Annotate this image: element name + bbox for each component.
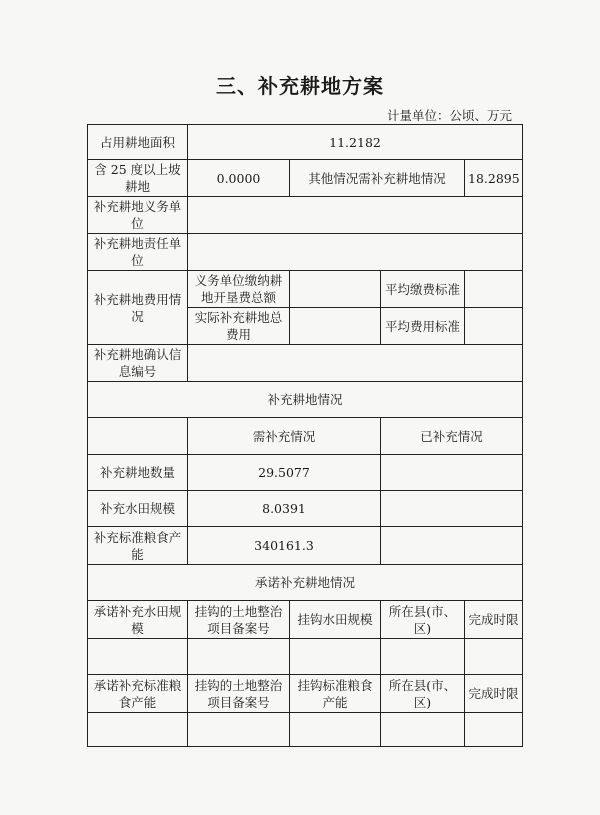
occupied-area-label: 占用耕地面积 bbox=[88, 125, 188, 160]
occupied-area-value: 11.2182 bbox=[188, 125, 523, 160]
table-row bbox=[88, 527, 523, 565]
slope-25-value: 0.0000 bbox=[188, 160, 290, 197]
done-header: 已补充情况 bbox=[381, 418, 523, 455]
supplement-item-done bbox=[381, 527, 523, 565]
paid-total-label: 义务单位缴纳耕地开垦费总额 bbox=[188, 271, 290, 308]
needed-header: 需补充情况 bbox=[188, 418, 381, 455]
paid-total-value bbox=[290, 271, 381, 308]
avg-cost-value bbox=[465, 308, 523, 345]
paddy-header-cell: 完成时限 bbox=[465, 601, 523, 639]
obligor-label: 补充耕地义务单位 bbox=[88, 197, 188, 234]
responsible-label: 补充耕地责任单位 bbox=[88, 234, 188, 271]
actual-cost-value bbox=[290, 308, 381, 345]
confirm-no-value bbox=[188, 345, 523, 382]
supplement-header-blank bbox=[88, 418, 188, 455]
paddy-header-cell: 所在县(市、区) bbox=[381, 601, 465, 639]
avg-fee-value bbox=[465, 271, 523, 308]
row-cost-1 bbox=[88, 271, 523, 308]
obligor-value bbox=[188, 197, 523, 234]
table-row bbox=[88, 455, 523, 491]
table-row bbox=[88, 491, 523, 527]
grain-empty-row bbox=[88, 713, 523, 747]
row-confirm-no bbox=[88, 345, 523, 382]
row-paddy-header bbox=[88, 601, 523, 639]
row-obligor bbox=[88, 197, 523, 234]
grain-header-cell: 承诺补充标准粮食产能 bbox=[88, 675, 188, 713]
grain-header-cell: 挂钩的土地整治项目备案号 bbox=[188, 675, 290, 713]
supplement-section-title: 补充耕地情况 bbox=[88, 382, 523, 418]
other-supplement-value: 18.2895 bbox=[465, 160, 523, 197]
responsible-value bbox=[188, 234, 523, 271]
supplement-item-needed: 340161.3 bbox=[188, 527, 381, 565]
supplement-item-label: 补充水田规模 bbox=[88, 491, 188, 527]
promise-section-title: 承诺补充耕地情况 bbox=[88, 565, 523, 601]
supplement-item-label: 补充耕地数量 bbox=[88, 455, 188, 491]
paddy-header-cell: 承诺补充水田规模 bbox=[88, 601, 188, 639]
slope-25-label: 含 25 度以上坡耕地 bbox=[88, 160, 188, 197]
row-responsible bbox=[88, 234, 523, 271]
grain-header-cell: 完成时限 bbox=[465, 675, 523, 713]
avg-cost-label: 平均费用标准 bbox=[381, 308, 465, 345]
paddy-empty-row bbox=[88, 639, 523, 675]
row-supplement-header bbox=[88, 418, 523, 455]
supplement-item-needed: 29.5077 bbox=[188, 455, 381, 491]
row-slope-25 bbox=[88, 160, 523, 197]
other-supplement-label: 其他情况需补充耕地情况 bbox=[290, 160, 465, 197]
actual-cost-label: 实际补充耕地总费用 bbox=[188, 308, 290, 345]
cost-label: 补充耕地费用情况 bbox=[88, 271, 188, 345]
row-supplement-title bbox=[88, 382, 523, 418]
grain-header-cell: 所在县(市、区) bbox=[381, 675, 465, 713]
grain-header-cell: 挂钩标准粮食产能 bbox=[290, 675, 381, 713]
avg-fee-label: 平均缴费标准 bbox=[381, 271, 465, 308]
row-promise-title bbox=[88, 565, 523, 601]
supplement-item-needed: 8.0391 bbox=[188, 491, 381, 527]
confirm-no-label: 补充耕地确认信息编号 bbox=[88, 345, 188, 382]
supplement-item-done bbox=[381, 455, 523, 491]
unit-note: 计量单位：公顷、万元 bbox=[386, 108, 512, 123]
farmland-plan-table bbox=[87, 124, 523, 747]
row-grain-header bbox=[88, 675, 523, 713]
page-title: 三、补充耕地方案 bbox=[216, 74, 384, 98]
supplement-item-done bbox=[381, 491, 523, 527]
row-occupied-area bbox=[88, 125, 523, 160]
paddy-header-cell: 挂钩水田规模 bbox=[290, 601, 381, 639]
supplement-item-label: 补充标准粮食产能 bbox=[88, 527, 188, 565]
paddy-header-cell: 挂钩的土地整治项目备案号 bbox=[188, 601, 290, 639]
